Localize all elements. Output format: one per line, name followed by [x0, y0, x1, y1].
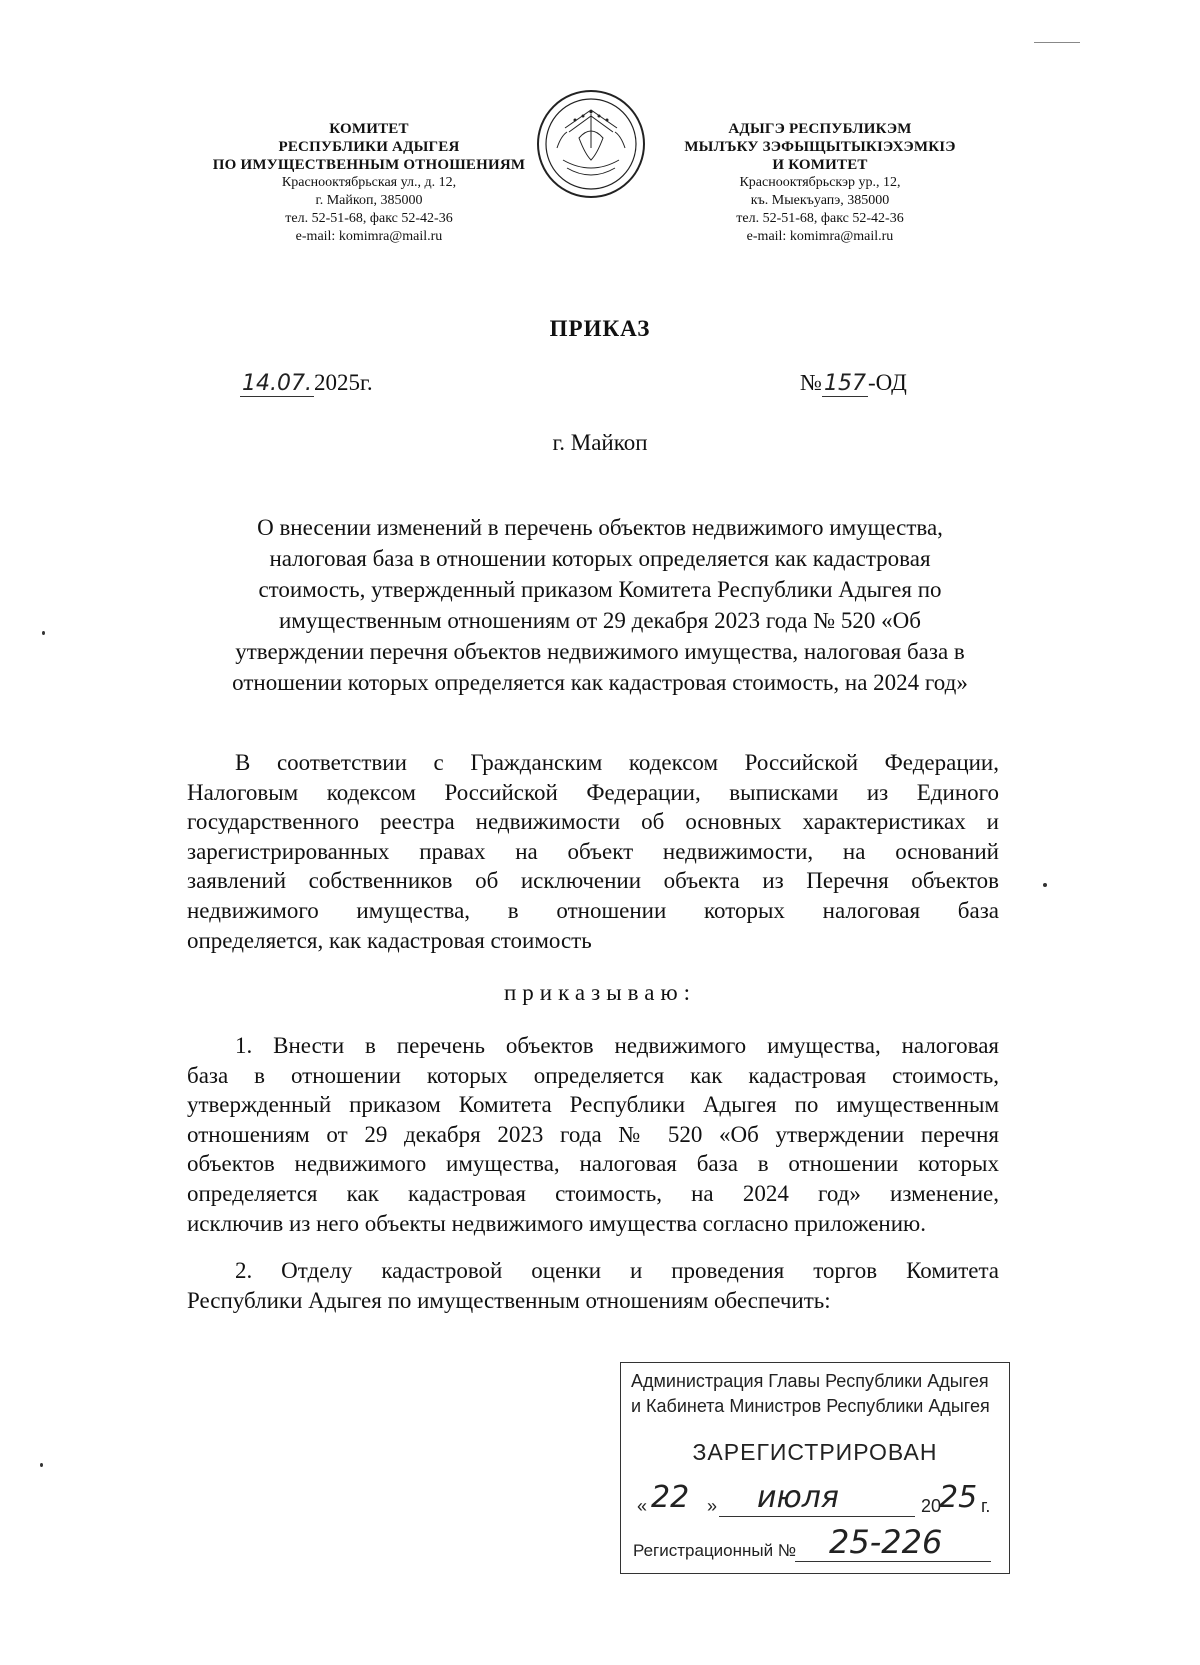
email-line: e-mail: komimra@mail.ru — [295, 229, 443, 244]
subject-line: отношении которых определяется как кадастровая стоимость, на 2024 год» — [232, 670, 968, 695]
address-line: г. Майкоп, 385000 — [315, 193, 423, 208]
coat-of-arms-emblem — [535, 88, 647, 200]
subject-line: имущественным отношениям от 29 декабря 2023 года № 520 «Об — [279, 608, 921, 633]
month-underline — [719, 1516, 915, 1517]
city: г. Майкоп — [552, 430, 648, 455]
number-prefix: № — [800, 370, 822, 395]
stamp-month-handwritten: июля — [757, 1480, 839, 1515]
document-title: ПРИКАЗ — [549, 316, 651, 341]
paragraph-line: исключив из него объекты недвижимого имущества согласно приложению. — [187, 1210, 926, 1236]
stamp-day-handwritten: 22 — [651, 1480, 690, 1515]
phone-line: тел. 52-51-68, факс 52-42-36 — [736, 211, 904, 226]
subject-line: О внесении изменений в перечень объектов недвижимого имущества, — [257, 515, 943, 540]
stamp-date-row — [637, 1480, 997, 1520]
email-line: e-mail: komimra@mail.ru — [746, 229, 894, 244]
org-name-line: АДЫГЭ РЕСПУБЛИКЭМ — [728, 121, 912, 137]
paragraph-line: 1. Внести в перечень объектов недвижимого имущества, налоговая — [235, 1033, 999, 1058]
paragraph-line: утвержденный приказом Комитета Республики Адыгея по имущественным — [187, 1092, 999, 1118]
scan-speck — [40, 1463, 43, 1467]
address-line: Краснооктябрьскэр ур., 12, — [739, 175, 901, 190]
org-name-line: КОМИТЕТ — [329, 121, 409, 137]
reg-underline — [795, 1561, 991, 1562]
paragraph-line: заявлений собственников об исключении объекта из Перечня объектов — [187, 868, 999, 894]
scan-speck — [1043, 883, 1047, 887]
address-line: къ. Мыекъуапэ, 385000 — [750, 193, 890, 208]
paragraph-line: определяется, как кадастровая стоимость — [187, 927, 592, 953]
paragraph-line: объектов недвижимого имущества, налоговая база в отношении которых — [187, 1151, 999, 1177]
stamp-status: ЗАРЕГИСТРИРОВАН — [692, 1439, 938, 1465]
address-line: Краснооктябрьская ул., д. 12, — [281, 175, 457, 190]
date-year: 2025г. — [313, 370, 373, 395]
header-left — [198, 120, 540, 246]
year-suffix: г. — [981, 1496, 991, 1516]
order-date — [240, 370, 373, 396]
stamp-reg-row — [633, 1523, 999, 1565]
paragraph-line: В соответствии с Гражданским кодексом Российской Федерации, — [235, 750, 999, 775]
order-subject — [195, 512, 1005, 698]
scan-speck — [1034, 42, 1080, 43]
header-right — [660, 120, 980, 246]
stamp-authority-line: и Кабинета Министров Республики Адыгея — [631, 1396, 990, 1416]
order-word: приказываю: — [503, 980, 697, 1005]
subject-line: стоимость, утвержденный приказом Комитета Республики Адыгея по — [258, 577, 942, 602]
quote-open: « — [637, 1496, 648, 1516]
registration-stamp — [620, 1362, 1010, 1574]
number-suffix: -ОД — [867, 370, 907, 395]
reg-number-handwritten: 25-226 — [829, 1523, 943, 1561]
paragraph-line: зарегистрированных правах на объект недвижимости, на оснований — [187, 838, 999, 864]
paragraph-line: Налоговым кодексом Российской Федерации, выписками из Единого — [187, 779, 999, 805]
paragraph-line: государственного реестра недвижимости об основных характеристиках и — [187, 809, 999, 835]
scan-speck — [42, 631, 45, 635]
quote-close: » — [707, 1496, 718, 1516]
reg-number-label: Регистрационный № — [633, 1541, 797, 1560]
number-handwritten: 157 — [823, 371, 866, 396]
item-2-paragraph — [187, 1256, 999, 1315]
stamp-authority-line: Администрация Главы Республики Адыгея — [631, 1371, 989, 1391]
item-1-paragraph — [187, 1031, 999, 1238]
phone-line: тел. 52-51-68, факс 52-42-36 — [285, 211, 453, 226]
paragraph-line: 2. Отделу кадастровой оценки и проведения торгов Комитета — [235, 1258, 999, 1283]
org-name-line: МЫЛЪКУ ЗЭФЫЩЫТЫКIЭХЭМКIЭ — [684, 139, 956, 155]
order-number — [800, 370, 907, 396]
paragraph-line: определяется как кадастровая стоимость, на 2024 год» изменение, — [187, 1180, 999, 1206]
org-name-line: И КОМИТЕТ — [772, 157, 868, 173]
org-name-line: ПО ИМУЩЕСТВЕННЫМ ОТНОШЕНИЯМ — [212, 157, 526, 173]
paragraph-line: отношениям от 29 декабря 2023 года № 520 «Об утверждении перечня — [187, 1121, 999, 1147]
paragraph-line: Республики Адыгея по имущественным отношениям обеспечить: — [187, 1287, 831, 1313]
paragraph-line: недвижимого имущества, в отношении которых налоговая база — [187, 897, 999, 923]
org-name-line: РЕСПУБЛИКИ АДЫГЕЯ — [278, 139, 460, 155]
date-handwritten: 14.07. — [242, 371, 312, 396]
year-prefix: 20 — [921, 1496, 942, 1516]
preamble-paragraph — [187, 748, 999, 955]
subject-line: налоговая база в отношении которых определяется как кадастровая — [269, 546, 931, 571]
subject-line: утверждении перечня объектов недвижимого имущества, налоговая база в — [235, 639, 965, 664]
paragraph-line: база в отношении которых определяется как кадастровая стоимость, — [187, 1062, 999, 1088]
stamp-year-handwritten: 25 — [939, 1480, 978, 1515]
